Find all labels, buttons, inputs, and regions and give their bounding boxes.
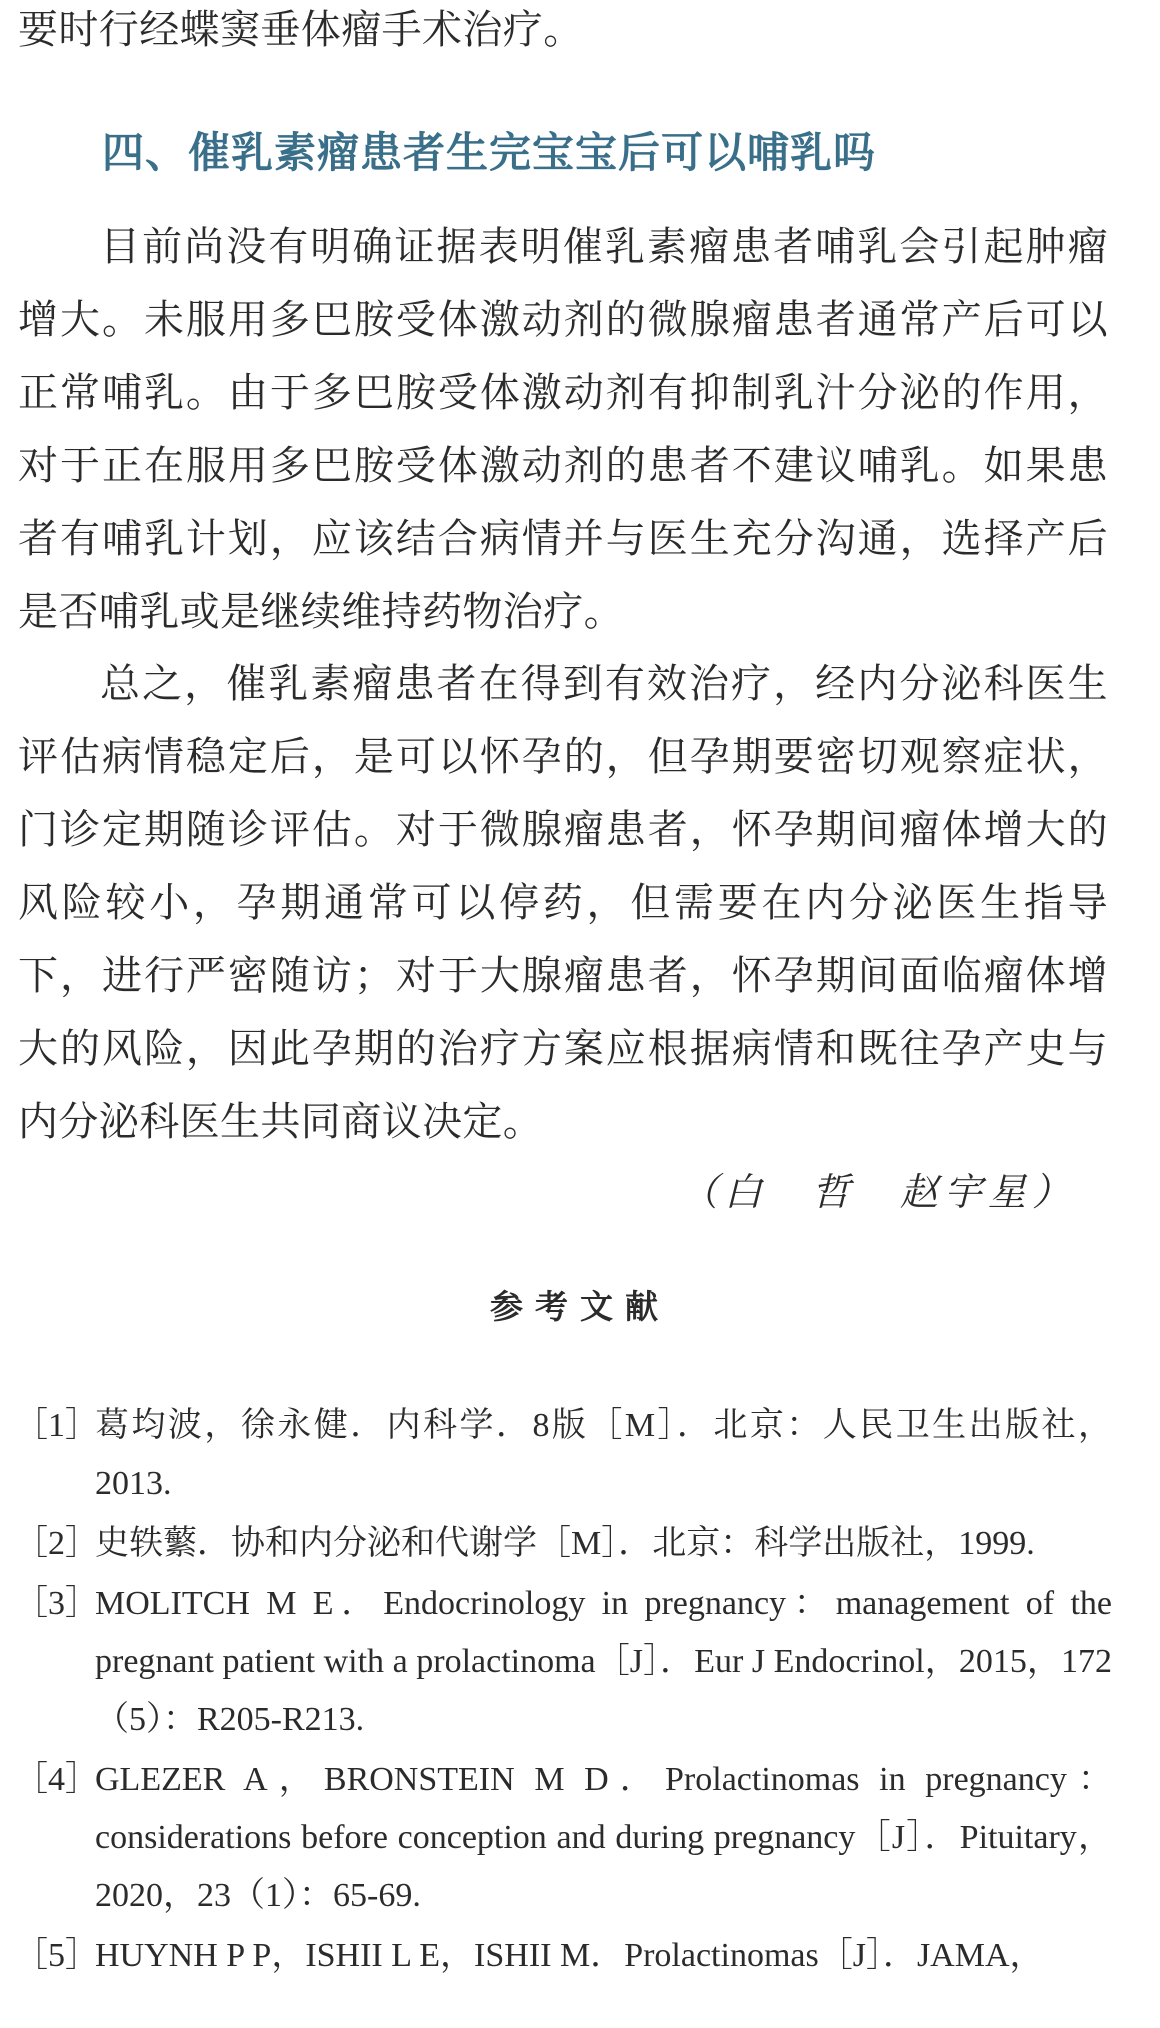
previous-paragraph-tail: 要时行经蝶窦垂体瘤手术治疗。 [18, 7, 584, 53]
reference-number: ［4］ [14, 1761, 99, 1798]
reference-text: 葛均波，徐永健．内科学．8版［M］．北京：人民卫生出版社，2013. [95, 1407, 1112, 1502]
reference-text: HUYNH P P，ISHII L E，ISHII M．Prolactinomas［J］．JAMA， [95, 1937, 1044, 1974]
reference-text: MOLITCH M E．Endocrinology in pregnancy：management of the pregnant patient with a prolactinoma［J］．Eur J Endocrinol，2015，172（5）：R205-R213. [95, 1585, 1112, 1738]
reference-number: ［3］ [14, 1585, 99, 1622]
author-credit: （白 哲 赵宇星） [680, 1170, 1077, 1214]
references-title: 参考文献 [490, 1287, 670, 1326]
reference-item [14, 1515, 1112, 1573]
paragraph-breastfeeding: 目前尚没有明确证据表明催乳素瘤患者哺乳会引起肿瘤增大。未服用多巴胺受体激动剂的微腺瘤患者通常产后可以正常哺乳。由于多巴胺受体激动剂有抑制乳汁分泌的作用，对于正在服用多巴胺受体激动剂的患者不建议哺乳。如果患者有哺乳计划，应该结合病情并与医生充分沟通，选择产后是否哺乳或是继续维持药物治疗。 [18, 224, 1108, 635]
reference-item [14, 1751, 1112, 1925]
reference-number: ［5］ [14, 1937, 99, 1974]
reference-number: ［2］ [14, 1525, 99, 1562]
reference-item [14, 1927, 1112, 1985]
reference-item [14, 1575, 1112, 1749]
reference-text: 史轶蘩．协和内分泌和代谢学［M］．北京：科学出版社，1999. [95, 1525, 1035, 1562]
paragraph-summary: 总之，催乳素瘤患者在得到有效治疗，经内分泌科医生评估病情稳定后，是可以怀孕的，但孕期要密切观察症状，门诊定期随诊评估。对于微腺瘤患者，怀孕期间瘤体增大的风险较小，孕期通常可以停药，但需要在内分泌医生指导下，进行严密随访；对于大腺瘤患者，怀孕期间面临瘤体增大的风险，因此孕期的治疗方案应根据病情和既往孕产史与内分泌科医生共同商议决定。 [18, 661, 1108, 1145]
reference-number: ［1］ [14, 1407, 99, 1444]
reference-text: GLEZER A，BRONSTEIN M D．Prolactinomas in pregnancy：considerations before conception and during pregnancy［J］．Pituitary，2020，23（1）：65-69. [95, 1761, 1112, 1914]
reference-item [14, 1397, 1112, 1513]
references-list [14, 1397, 1112, 1987]
section-heading: 四、催乳素瘤患者生完宝宝后可以哺乳吗 [102, 128, 877, 177]
